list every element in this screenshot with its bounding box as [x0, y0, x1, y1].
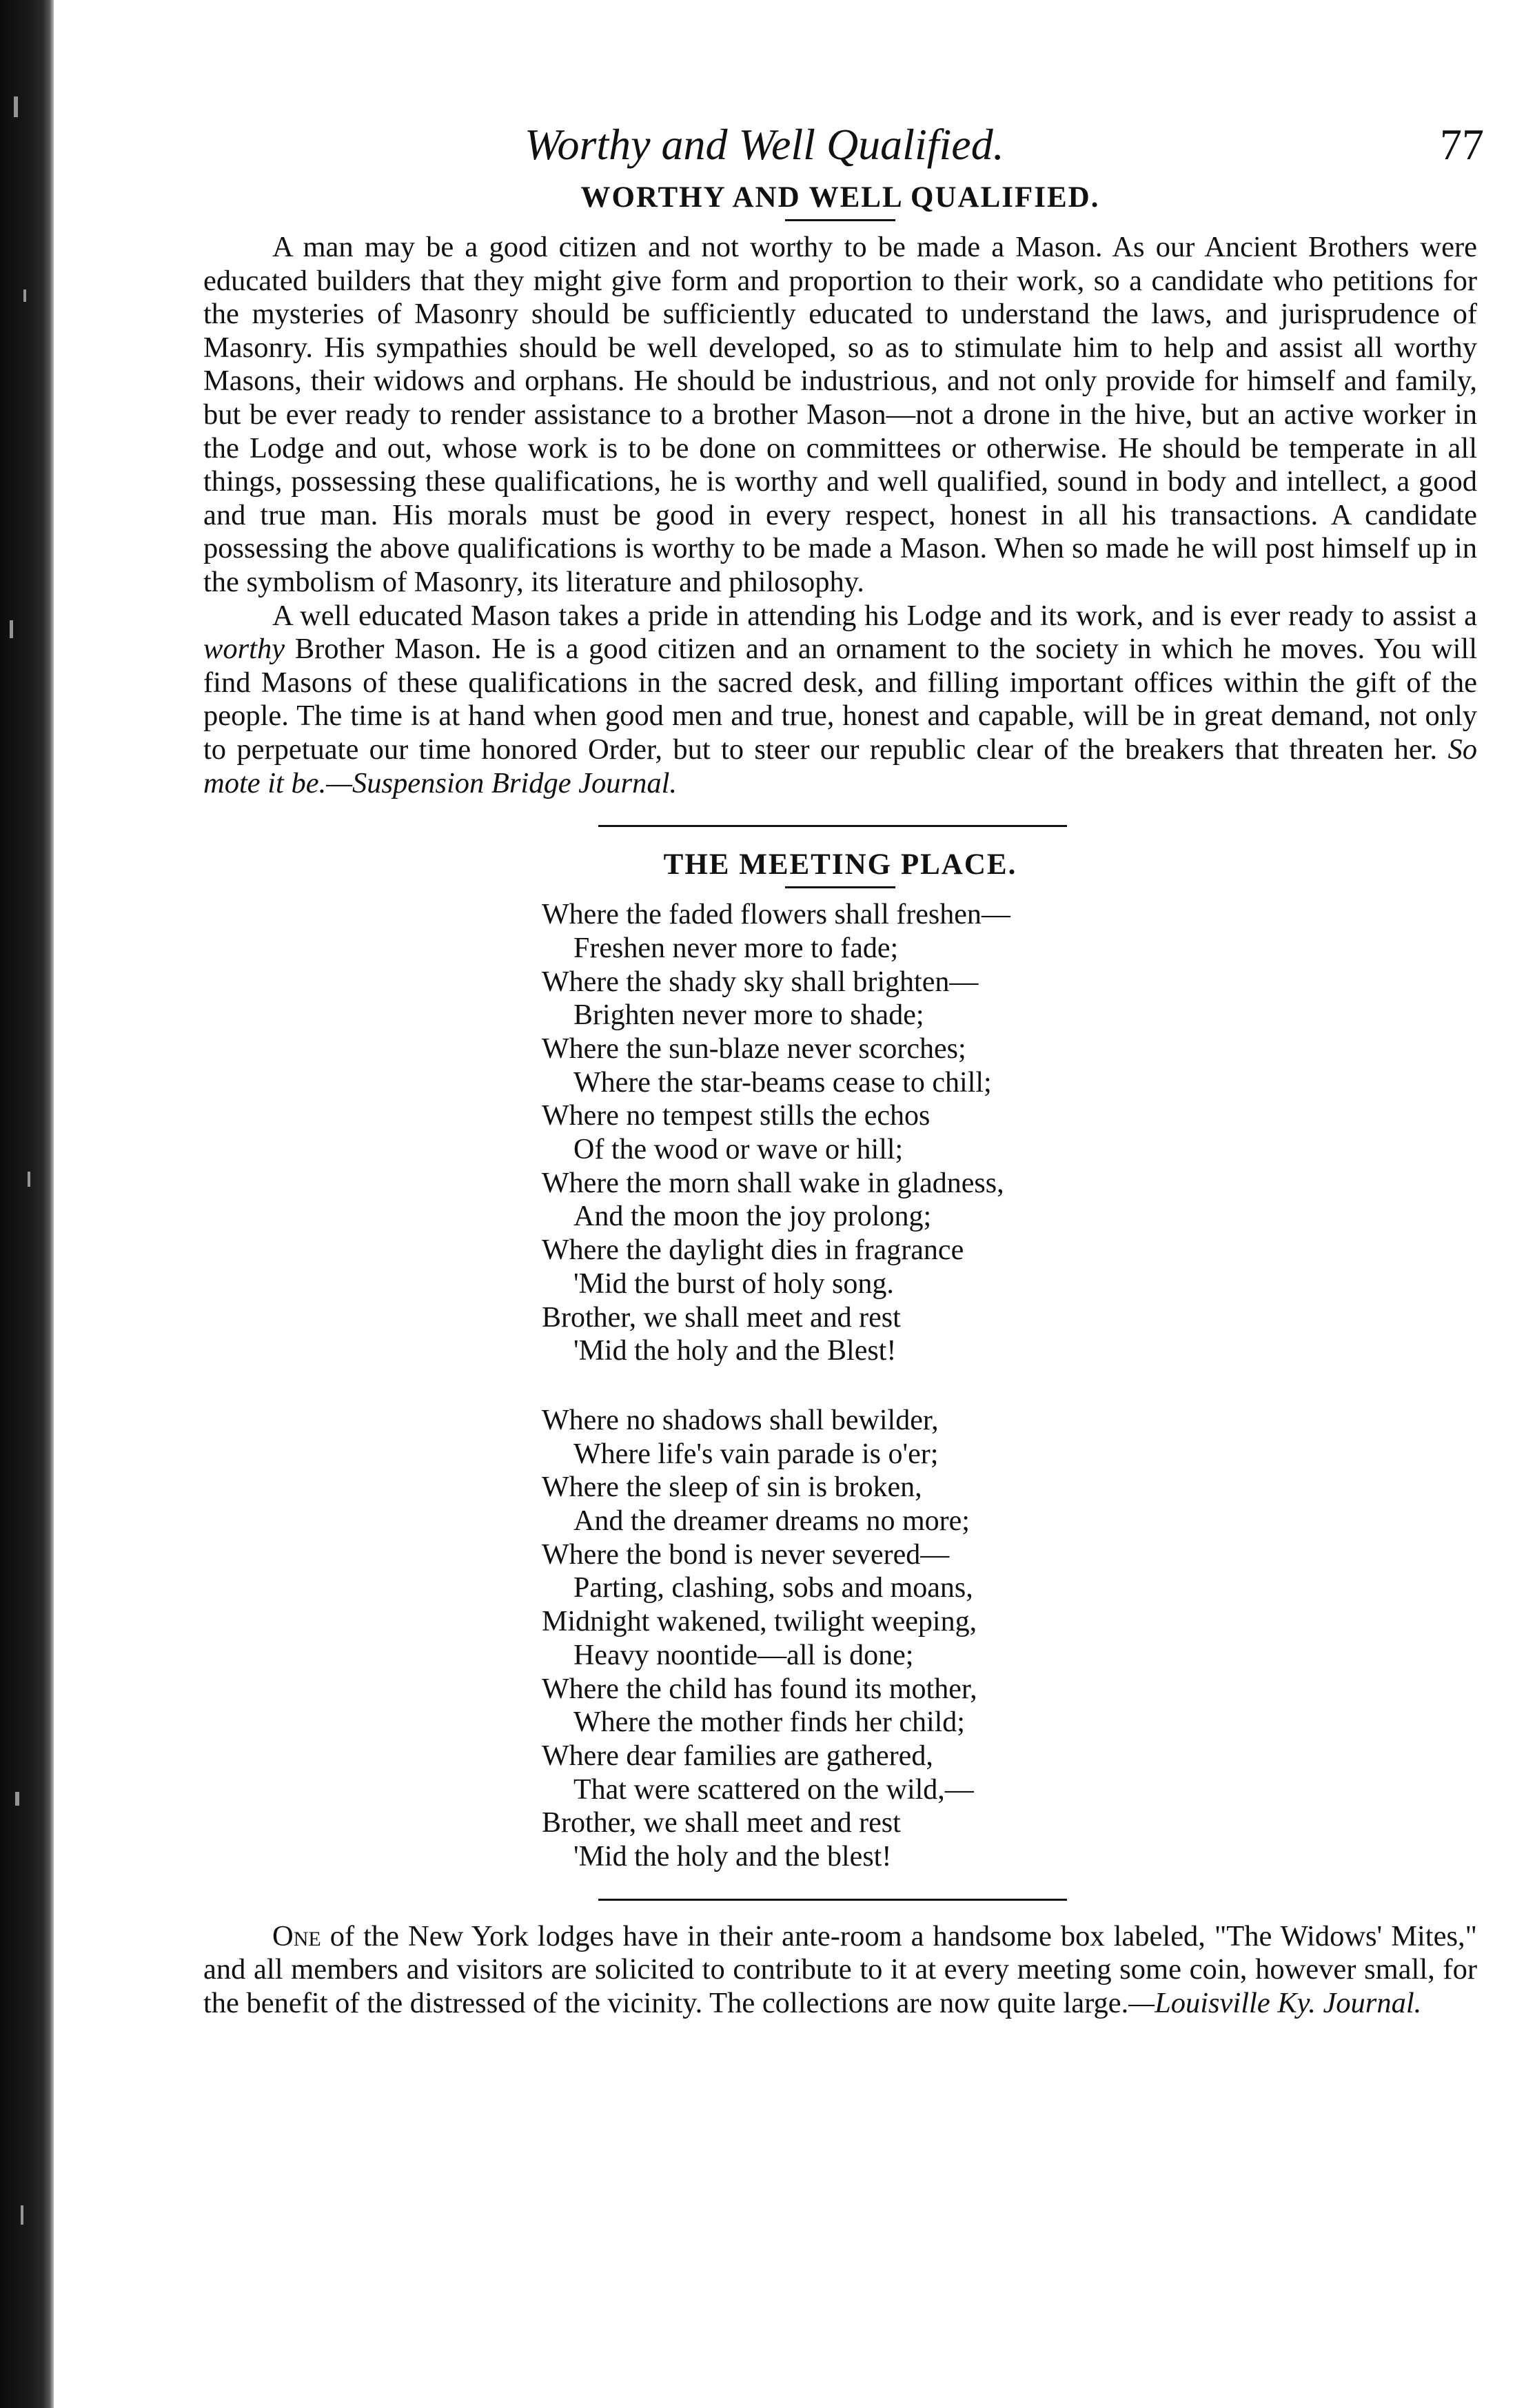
note-lead-word: One [272, 1919, 321, 1952]
section-divider-2 [598, 1899, 1067, 1901]
closing-note-paragraph [203, 1920, 1477, 2021]
poem-heading: THE MEETING PLACE. [663, 848, 1017, 881]
poem-heading-rule [785, 886, 895, 888]
verse-line: Where no tempest stills the echos [542, 1100, 931, 1132]
book-page [203, 117, 1484, 2021]
verse-line: That were scattered on the wild,— [573, 1773, 974, 1806]
article-source: So mote it be.—Suspension Bridge Journal. [203, 733, 1477, 799]
verse-line: Where the star-beams cease to chill; [573, 1066, 992, 1099]
verse-line: Where the sleep of sin is broken, [542, 1471, 922, 1504]
verse-line: Of the wood or wave or hill; [573, 1134, 904, 1166]
section-divider [598, 825, 1067, 827]
verse-line: Brighten never more to shade; [573, 999, 924, 1032]
verse-line: Brother, we shall meet and rest [542, 1301, 901, 1334]
verse-line: Where the morn shall wake in gladness, [542, 1167, 1004, 1199]
verse-line: Where the bond is never severed— [542, 1538, 950, 1571]
paragraph-2-text-b: Brother Mason. He is a good citizen and an ornament to the society in which he moves. You will find Masons of these qualifications in the sacred desk, and filling important offices within the gift of the people. The time is at hand when good men and true, honest and capable, will be in great demand, not only to perpetuate our time honored Order, but to steer our republic clear of the breakers that threaten her. [203, 633, 1477, 766]
verse-line: Freshen never more to fade; [573, 932, 899, 964]
verse-line: Where dear families are gathered, [542, 1739, 933, 1772]
verse-line: Where the daylight dies in fragrance [542, 1234, 964, 1267]
verse-line: 'Mid the holy and the Blest! [573, 1335, 897, 1367]
verse-line: 'Mid the holy and the blest! [573, 1841, 892, 1873]
verse-line: Where no shadows shall bewilder, [542, 1404, 939, 1436]
verse-line: Where the child has found its mother, [542, 1673, 977, 1705]
page-number: 77 [1440, 120, 1484, 169]
paragraph-2-text-a: A well educated Mason takes a pride in attending his Lodge and its work, and is ever ready to assist a [272, 599, 1477, 632]
verse-line: And the moon the joy prolong; [573, 1201, 932, 1233]
poem-body [542, 898, 1477, 1874]
verse-line: Where the sun-blaze never scorches; [542, 1032, 966, 1065]
closing-note [203, 1920, 1477, 2021]
article-body [203, 231, 1477, 800]
verse-line: Heavy noontide—all is done; [573, 1639, 914, 1671]
running-title: Worthy and Well Qualified. [525, 120, 1004, 169]
article-paragraph-2 [203, 600, 1477, 801]
verse-line: 'Mid the burst of holy song. [573, 1267, 894, 1300]
verse-line: Where the faded flowers shall freshen— [542, 899, 1010, 931]
heading-rule [785, 219, 895, 221]
note-source: —Louisville Ky. Journal. [1128, 1986, 1422, 2019]
verse-line: Brother, we shall meet and rest [542, 1807, 901, 1839]
verse-line: Midnight wakened, twilight weeping, [542, 1606, 977, 1638]
poem-stanza-1 [542, 898, 1477, 1368]
note-body: of the New York lodges have in their ante-room a handsome box labeled, "The Widows' Mites," and all members and visitors are solicited to contribute to it at every meeting some coin, however small, for the benefit of the distressed of the vicinity. The collections are now quite large. [203, 1919, 1477, 2019]
poem-stanza-2 [542, 1404, 1477, 1874]
running-head [203, 117, 1484, 179]
verse-line: Where the shady sky shall brighten— [542, 966, 979, 998]
paragraph-2-italic: worthy [203, 633, 285, 666]
book-spine-shadow [0, 0, 54, 2408]
verse-line: And the dreamer dreams no more; [573, 1505, 970, 1538]
verse-line: Where the mother finds her child; [573, 1706, 965, 1739]
article-paragraph-1: A man may be a good citizen and not worthy to be made a Mason. As our Ancient Brothers were educated builders that they might give form and proportion to their work, so a candidate who petitions for the mysteries of Masonry should be sufficiently educated to understand the laws, and jurisprudence of Masonry. His sympathies should be well developed, so as to stimulate him to help and assist all worthy Masons, their widows and orphans. He should be industrious, and not only provide for himself and family, but be ever ready to render assistance to a brother Mason—not a drone in the hive, but an active worker in the Lodge and out, whose work is to be done on committees or otherwise. He should be temperate in all things, possessing these qualifications, he is worthy and well qualified, sound in body and intellect, a good and true man. His morals must be good in every respect, honest in all his transactions. A candidate possessing the above qualifications is worthy to be made a Mason. When so made he will post himself up in the symbolism of Masonry, its literature and philosophy. [203, 231, 1477, 598]
article-heading: WORTHY AND WELL QUALIFIED. [580, 181, 1100, 214]
verse-line: Parting, clashing, sobs and moans, [573, 1572, 973, 1604]
verse-line: Where life's vain parade is o'er; [573, 1438, 939, 1470]
